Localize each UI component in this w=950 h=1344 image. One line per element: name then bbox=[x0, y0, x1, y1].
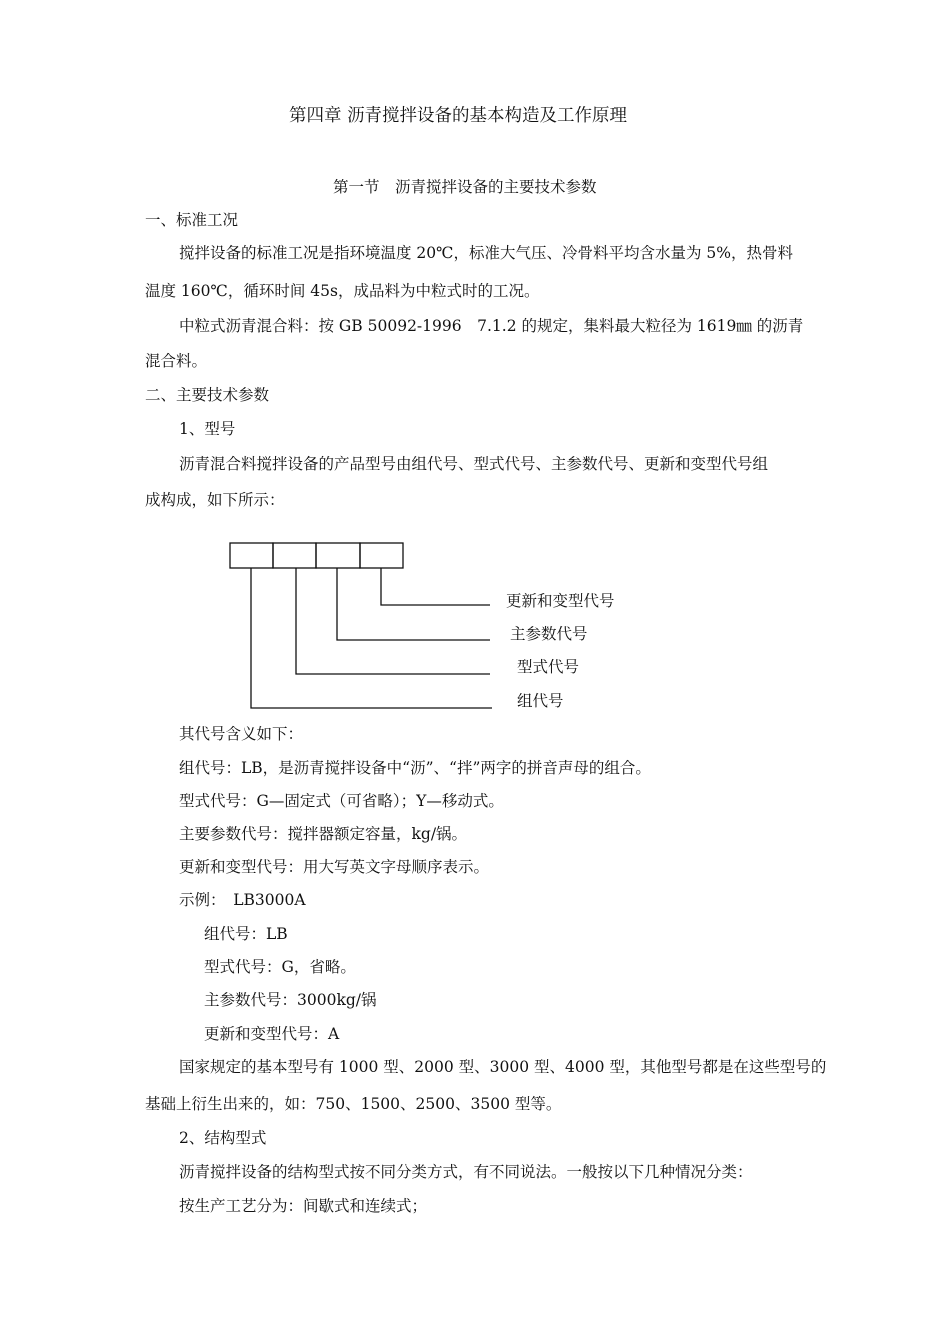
meaning-group: 组代号：LB，是沥青搅拌设备中“沥”、“拌”两字的拼音声母的组合。 bbox=[179, 759, 651, 777]
paragraph-line: 成构成，如下所示： bbox=[145, 491, 285, 509]
leader-main-param bbox=[337, 568, 490, 640]
code-boxes bbox=[230, 543, 403, 568]
paragraph-line: 混合料。 bbox=[145, 352, 208, 370]
leader-update bbox=[381, 568, 490, 605]
paragraph-line: 温度 160℃，循环时间 45s，成品料为中粒式时的工况。 bbox=[145, 282, 540, 300]
leader-group bbox=[251, 568, 492, 708]
paragraph-line: 按生产工艺分为：间歇式和连续式； bbox=[179, 1197, 428, 1215]
meanings-intro: 其代号含义如下： bbox=[179, 725, 304, 743]
example-update: 更新和变型代号：A bbox=[204, 1025, 340, 1043]
example-group: 组代号：LB bbox=[204, 925, 288, 943]
subheading-structure-type: 2、结构型式 bbox=[179, 1129, 267, 1147]
chapter-title: 第四章 沥青搅拌设备的基本构造及工作原理 bbox=[289, 106, 628, 126]
paragraph-line: 中粒式沥青混合料：按 GB 50092-1996 7.1.2 的规定，集料最大粒径为 1619㎜ 的沥青 bbox=[179, 317, 804, 335]
example-title: 示例： LB3000A bbox=[179, 891, 306, 909]
heading-standard-conditions: 一、标准工况 bbox=[145, 211, 239, 229]
example-type: 型式代号：G，省略。 bbox=[204, 958, 356, 976]
paragraph-line: 基础上衍生出来的，如：750、1500、2500、3500 型等。 bbox=[145, 1095, 562, 1113]
paragraph-line: 国家规定的基本型号有 1000 型、2000 型、3000 型、4000 型，其他型号都是在这些型号的 bbox=[179, 1058, 827, 1076]
meaning-main-param: 主要参数代号：搅拌器额定容量，kg/锅。 bbox=[179, 825, 468, 843]
leader-lines bbox=[251, 568, 492, 708]
code-box bbox=[273, 543, 316, 568]
label-group-code: 组代号 bbox=[517, 692, 564, 710]
paragraph-line: 沥青搅拌设备的结构型式按不同分类方式，有不同说法。一般按以下几种情况分类： bbox=[179, 1163, 753, 1181]
paragraph-line: 沥青混合料搅拌设备的产品型号由组代号、型式代号、主参数代号、更新和变型代号组 bbox=[179, 455, 769, 473]
section-title: 第一节 沥青搅拌设备的主要技术参数 bbox=[333, 178, 597, 196]
leader-type bbox=[296, 568, 490, 674]
code-box bbox=[360, 543, 403, 568]
code-box bbox=[230, 543, 273, 568]
paragraph-line: 搅拌设备的标准工况是指环境温度 20℃，标准大气压、冷骨料平均含水量为 5%，热骨料 bbox=[179, 244, 794, 262]
meaning-type: 型式代号：G—固定式（可省略）；Y—移动式。 bbox=[179, 792, 504, 810]
code-box bbox=[316, 543, 360, 568]
meaning-update: 更新和变型代号：用大写英文字母顺序表示。 bbox=[179, 858, 490, 876]
label-update-code: 更新和变型代号 bbox=[506, 592, 615, 610]
label-main-param-code: 主参数代号 bbox=[510, 625, 588, 643]
label-type-code: 型式代号 bbox=[517, 658, 580, 676]
subheading-model: 1、型号 bbox=[179, 420, 236, 438]
example-main-param: 主参数代号：3000kg/锅 bbox=[204, 991, 377, 1009]
heading-main-parameters: 二、主要技术参数 bbox=[145, 386, 270, 404]
